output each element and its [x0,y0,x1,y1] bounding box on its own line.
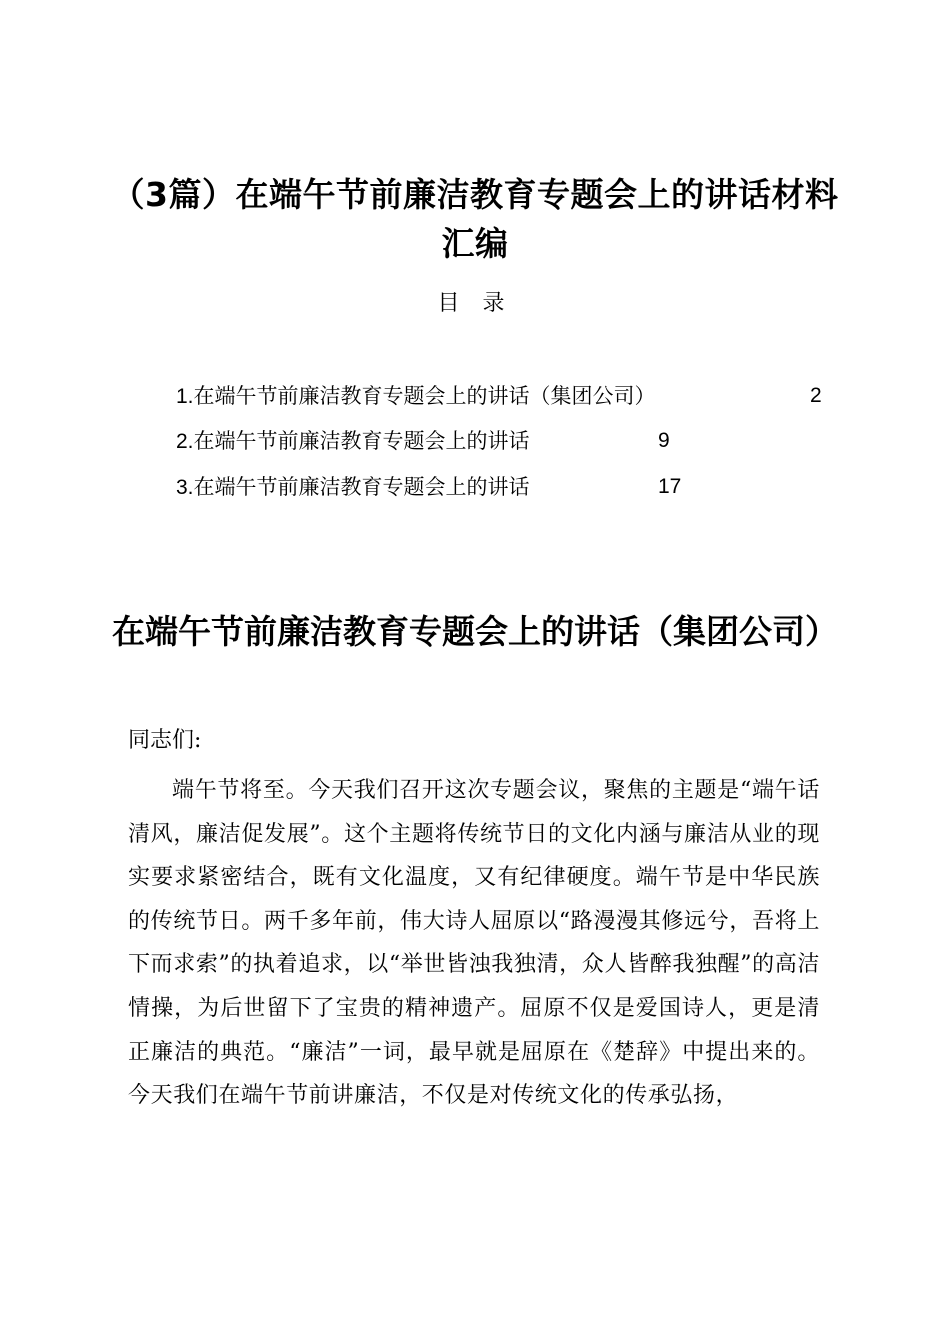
toc-item-text: 在端午节前廉洁教育专题会上的讲话 [193,475,530,499]
toc-heading: 目 录 [437,291,513,316]
toc-item-number: 2. [176,430,194,453]
toc-item-text: 在端午节前廉洁教育专题会上的讲话 [193,429,530,453]
toc-item-2[interactable] [176,425,530,457]
toc-item-text: 在端午节前廉洁教育专题会上的讲话（集团公司） [193,384,656,408]
salutation: 同志们: [128,728,202,753]
toc-item-1[interactable] [176,380,656,412]
toc-item-1-page: 2 [810,384,822,407]
toc-item-3[interactable] [176,471,530,503]
toc-item-number: 3. [176,476,194,499]
toc-item-3-page: 17 [658,475,682,498]
document-title: （3篇）在端午节前廉洁教育专题会上的讲话材料汇编 [111,175,839,263]
body-paragraph: 端午节将至。今天我们召开这次专题会议，聚焦的主题是“端午话清风，廉洁促发展”。这个主题将传统节日的文化内涵与廉洁从业的现实要求紧密结合，既有文化温度，又有纪律硬度。端午节是中华民族的传统节日。两千多年前，伟大诗人屈原以“路漫漫其修远兮，吾将上下而求索”的执着追求，以“举世皆浊我独清，众人皆醉我独醒”的高洁情操，为后世留下了宝贵的精神遗产。屈原不仅是爱国诗人，更是清正廉洁的典范。“廉洁”一词，最早就是屈原在《楚辞》中提出来的。今天我们在端午节前讲廉洁，不仅是对传统文化的传承弘扬， [128,778,820,1109]
section-title: 在端午节前廉洁教育专题会上的讲话（集团公司） [112,612,838,651]
toc-item-2-page: 9 [658,429,670,452]
toc-item-number: 1. [176,385,194,408]
